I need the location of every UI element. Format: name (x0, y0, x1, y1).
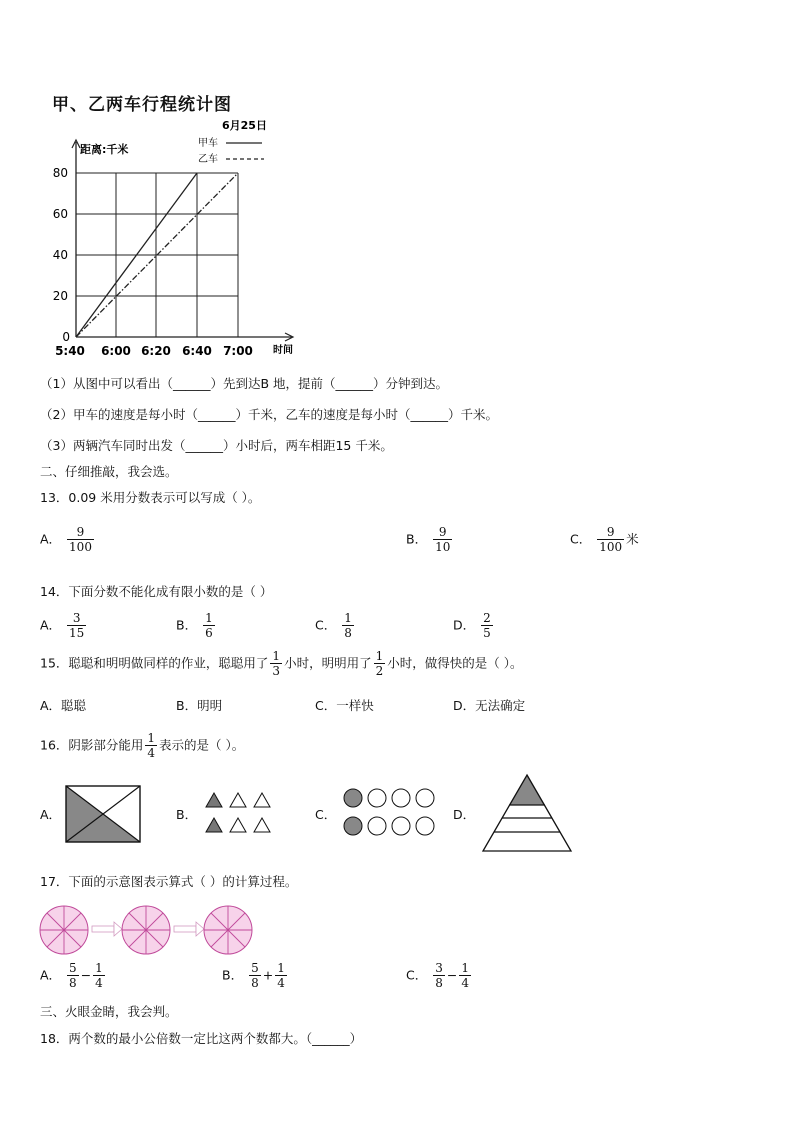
fraction: $\frac{1}{3}$ (272, 649, 281, 678)
fraction: $\frac{1}{8}$ (344, 611, 352, 640)
option-label: A． (40, 967, 62, 983)
fraction: $\frac{1}{4}$ (277, 961, 285, 990)
question-14-stem: 14．下面分数不能化成有限小数的是（ ） (40, 584, 273, 599)
question-13-option-a[interactable] (40, 526, 96, 554)
question-16-stem: 16．阴影部分能用 $\frac{1}{4}$ 表示的是（ ）。 (40, 731, 245, 760)
question-17-option-b[interactable]: B． $\frac{5}{8}$ + $\frac{1}{4}$ (222, 961, 285, 990)
question-13-option-b[interactable] (406, 526, 454, 554)
question-17-option-c[interactable]: C． $\frac{3}{8}$ − $\frac{1}{4}$ (406, 961, 469, 990)
y-tick-60: 60 (52, 207, 68, 221)
chart-title: 甲、乙两车行程统计图 (52, 95, 232, 115)
question-15-option-d[interactable]: D．无法确定 (453, 698, 526, 713)
fraction: $\frac{1}{2}$ (375, 649, 384, 678)
y-axis-label: 距离:千米 (80, 143, 129, 156)
question-16-option-a-label[interactable]: A． (40, 807, 62, 822)
chart-date: 6月25日 (222, 119, 267, 132)
question-13-option-c[interactable] (570, 526, 639, 554)
option-label: C． (406, 967, 428, 983)
y-tick-80: 80 (52, 166, 68, 180)
x-tick-700: 7:00 (223, 344, 253, 358)
question-17-stem: 17．下面的示意图表示算式（ ）的计算过程。 (40, 874, 298, 889)
pie-circle-2 (122, 906, 170, 954)
section-2-heading: 二、仔细推敲，我会选。 (40, 464, 178, 479)
option-label: B． (176, 617, 198, 633)
x-tick-540: 5:40 (55, 344, 85, 358)
y-tick-0: 0 (62, 330, 70, 344)
fraction: $\frac{1}{6}$ (205, 611, 213, 640)
x-tick-640: 6:40 (182, 344, 212, 358)
y-tick-40: 40 (52, 248, 68, 262)
chart-question-3: （3）两辆汽车同时出发（______）小时后，两车相距15 千米。 (40, 438, 393, 453)
fraction: $\frac{1}{4}$ (461, 961, 469, 990)
question-14-option-b[interactable] (176, 612, 217, 640)
fraction: $\frac{9}{100}$ (599, 525, 623, 554)
question-15-option-a[interactable]: A．聪聪 (40, 698, 87, 713)
question-16-option-c-label[interactable]: C． (315, 807, 337, 822)
pie-diagram (36, 900, 258, 960)
fraction: $\frac{5}{8}$ (69, 961, 77, 990)
question-17-option-a[interactable]: A． $\frac{5}{8}$ − $\frac{1}{4}$ (40, 961, 103, 990)
question-14-option-c[interactable] (315, 612, 356, 640)
x-axis-label: 时间 (273, 345, 293, 356)
question-15-option-c[interactable]: C．一样快 (315, 698, 374, 713)
triangles-figure (204, 790, 276, 838)
x-tick-620: 6:20 (141, 344, 171, 358)
pie-circle-1 (40, 906, 88, 954)
question-13-stem: 13．0.09 米用分数表示可以写成（ ）。 (40, 490, 261, 505)
option-label: B． (222, 967, 244, 983)
fraction: $\frac{1}{4}$ (147, 731, 156, 760)
arrow-icon (174, 922, 204, 936)
question-14-option-a[interactable] (40, 612, 88, 640)
option-label: A． (40, 617, 62, 633)
question-15-option-b[interactable]: B．明明 (176, 698, 223, 713)
question-16-option-b-label[interactable]: B． (176, 807, 198, 822)
question-15-stem: 15．聪聪和明明做同样的作业，聪聪用了 $\frac{1}{3}$ 小时，明明用了 $\frac{1}{2}$ 小时，做得快的是（ ）。 (40, 649, 523, 678)
pie-circle-3 (204, 906, 252, 954)
chart-question-1: （1）从图中可以看出（______）先到达B 地，提前（______）分钟到达。 (40, 376, 449, 391)
question-16-option-d-label[interactable]: D． (453, 807, 476, 822)
chart-question-2: （2）甲车的速度是每小时（______）千米，乙车的速度是每小时（______）千米。 (40, 407, 498, 422)
option-label: D． (453, 617, 476, 633)
legend-label-b: 乙车 (198, 154, 218, 165)
fraction: $\frac{5}{8}$ (251, 961, 259, 990)
option-label: B． (406, 531, 428, 547)
rectangle-figure (64, 784, 142, 844)
arrow-icon (92, 922, 122, 936)
fraction: $\frac{1}{4}$ (95, 961, 103, 990)
option-label: C． (315, 617, 337, 633)
fraction: $\frac{9}{10}$ (435, 525, 451, 554)
option-label: A． (40, 531, 62, 547)
circles-figure (342, 786, 438, 840)
y-tick-20: 20 (52, 289, 68, 303)
unit: 米 (626, 531, 639, 547)
fraction: $\frac{9}{100}$ (69, 525, 92, 554)
fraction: $\frac{3}{8}$ (435, 961, 443, 990)
legend-label-a: 甲车 (198, 138, 218, 149)
question-18-stem: 18．两个数的最小公倍数一定比这两个数都大。（______） (40, 1031, 363, 1046)
section-3-heading: 三、火眼金睛，我会判。 (40, 1004, 178, 1019)
fraction: $\frac{2}{5}$ (483, 611, 491, 640)
fraction: $\frac{3}{15}$ (69, 611, 85, 640)
pyramid-figure (480, 772, 574, 854)
x-tick-600: 6:00 (101, 344, 131, 358)
question-14-option-d[interactable] (453, 612, 495, 640)
line-chart (40, 112, 310, 362)
option-label: C． (570, 531, 592, 547)
